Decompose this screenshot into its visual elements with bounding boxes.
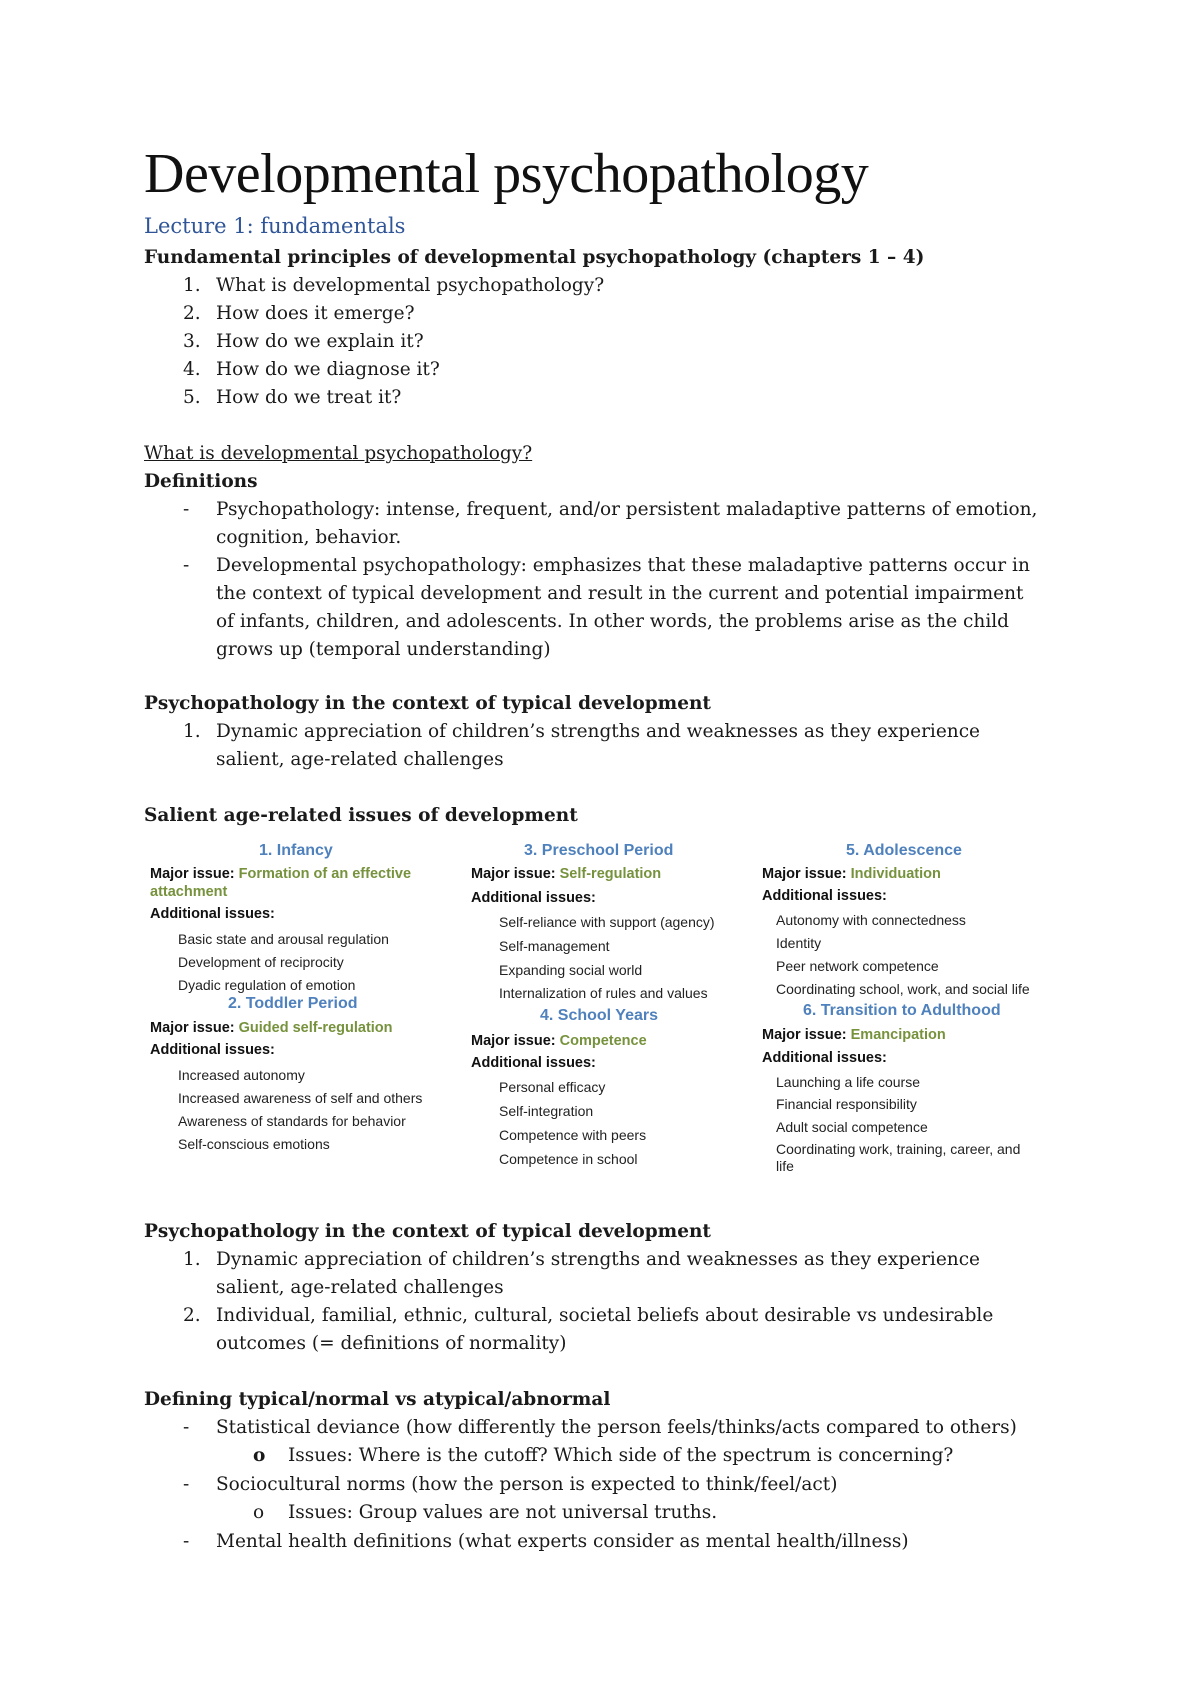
period-heading: 2. Toddler Period (228, 995, 358, 1012)
list-text: Individual, familial, ethnic, cultural, societal beliefs about desirable vs undesirable (216, 1305, 994, 1326)
issue-item: Launching a life course (776, 1074, 920, 1090)
major-issue: Major issue: Self-regulation (471, 866, 662, 882)
issue-item: Coordinating school, work, and social life (776, 981, 1030, 997)
period-heading: 6. Transition to Adulthood (803, 1002, 1001, 1019)
issue-item: Basic state and arousal regulation (178, 931, 389, 947)
list-text: salient, age-related challenges (216, 749, 504, 770)
additional-issues-label: Additional issues: (471, 1055, 596, 1071)
list-text: How do we explain it? (216, 331, 424, 352)
sub-list-text: Issues: Group values are not universal truths. (288, 1502, 718, 1523)
definition-line: cognition, behavior. (216, 527, 402, 548)
issue-item: Identity (776, 935, 822, 951)
dash-marker: - (183, 1417, 190, 1438)
list-number: 1. (183, 721, 201, 742)
circle-bullet: o (253, 1445, 266, 1466)
section-heading-what-is: What is developmental psychopathology? (144, 443, 533, 464)
salient-heading: Salient age-related issues of development (144, 805, 578, 826)
list-text: outcomes (= definitions of normality) (216, 1333, 567, 1354)
issue-item: Awareness of standards for behavior (178, 1113, 406, 1129)
definition-line: Psychopathology: intense, frequent, and/or persistent maladaptive patterns of emotion, (216, 499, 1038, 520)
list-text: How do we treat it? (216, 387, 402, 408)
major-issue: Major issue: Formation of an effective (150, 866, 412, 882)
list-number: 1. (183, 275, 201, 296)
list-text: Sociocultural norms (how the person is expected to think/feel/act) (216, 1474, 838, 1495)
issue-item: Financial responsibility (776, 1096, 917, 1112)
definition-line: of infants, children, and adolescents. In other words, the problems arise as the child (216, 611, 1009, 632)
issue-item: Internalization of rules and values (499, 985, 708, 1001)
list-text: Dynamic appreciation of children’s strengths and weaknesses as they experience (216, 721, 981, 742)
definition-line: grows up (temporal understanding) (216, 639, 551, 660)
issue-item: Competence in school (499, 1151, 638, 1167)
sub-list-text: Issues: Where is the cutoff? Which side of the spectrum is concerning? (288, 1445, 954, 1466)
issue-item: Peer network competence (776, 958, 939, 974)
dash-marker: - (183, 499, 190, 520)
dash-marker: - (183, 555, 190, 576)
issue-item: Self-integration (499, 1103, 594, 1119)
dash-marker: - (183, 1531, 190, 1552)
context-heading: Psychopathology in the context of typical development (144, 693, 711, 714)
issue-item: Self-conscious emotions (178, 1136, 330, 1152)
issue-item: Dyadic regulation of emotion (178, 977, 356, 993)
period-heading: 3. Preschool Period (524, 842, 674, 859)
document-title: Developmental psychopathology (144, 143, 869, 205)
additional-issues-label: Additional issues: (471, 890, 596, 906)
period-heading: 5. Adolescence (846, 842, 962, 859)
list-text: What is developmental psychopathology? (216, 275, 605, 296)
issue-item: Coordinating work, training, career, and (776, 1141, 1021, 1157)
list-number: 5. (183, 387, 201, 408)
list-number: 4. (183, 359, 201, 380)
issue-item: Increased autonomy (178, 1067, 305, 1083)
list-text: Statistical deviance (how differently the person feels/thinks/acts compared to others) (216, 1417, 1017, 1438)
major-issue: Major issue: Competence (471, 1033, 647, 1049)
additional-issues-label: Additional issues: (150, 906, 275, 922)
defining-heading: Defining typical/normal vs atypical/abnormal (144, 1389, 611, 1410)
issue-item: Competence with peers (499, 1127, 647, 1143)
list-number: 3. (183, 331, 201, 352)
additional-issues-label: Additional issues: (762, 888, 887, 904)
issue-item: life (776, 1158, 794, 1174)
additional-issues-label: Additional issues: (762, 1050, 887, 1066)
issue-item: Adult social competence (776, 1119, 928, 1135)
list-text: Dynamic appreciation of children’s strengths and weaknesses as they experience (216, 1249, 981, 1270)
principles-heading: Fundamental principles of developmental psychopathology (chapters 1 – 4) (144, 247, 925, 268)
dash-marker: - (183, 1474, 190, 1495)
definition-line: Developmental psychopathology: emphasizes that these maladaptive patterns occur in (216, 555, 1030, 576)
context-heading: Psychopathology in the context of typical development (144, 1221, 711, 1242)
issue-item: Increased awareness of self and others (178, 1090, 423, 1106)
list-text: Mental health definitions (what experts consider as mental health/illness) (216, 1531, 909, 1552)
major-issue: Major issue: Guided self-regulation (150, 1020, 393, 1036)
definition-line: the context of typical development and result in the current and potential impairment (216, 583, 1024, 604)
issue-item: Development of reciprocity (178, 954, 344, 970)
developmental-issues-figure (144, 838, 1068, 1178)
major-issue: Major issue: Individuation (762, 866, 941, 882)
list-number: 2. (183, 1305, 201, 1326)
major-issue-continued: attachment (150, 884, 228, 900)
circle-bullet: o (253, 1502, 265, 1523)
list-text: salient, age-related challenges (216, 1277, 504, 1298)
major-issue: Major issue: Emancipation (762, 1027, 946, 1043)
issue-item: Self-reliance with support (agency) (499, 914, 715, 930)
list-number: 1. (183, 1249, 201, 1270)
list-text: How do we diagnose it? (216, 359, 440, 380)
definitions-heading: Definitions (144, 471, 258, 492)
issue-item: Expanding social world (499, 962, 643, 978)
issue-item: Personal efficacy (499, 1079, 606, 1095)
period-heading: 1. Infancy (259, 842, 333, 859)
lecture-heading: Lecture 1: fundamentals (144, 214, 406, 238)
list-text: How does it emerge? (216, 303, 415, 324)
issue-item: Autonomy with connectedness (776, 912, 966, 928)
list-number: 2. (183, 303, 201, 324)
issue-item: Self-management (499, 938, 610, 954)
period-heading: 4. School Years (540, 1007, 658, 1024)
additional-issues-label: Additional issues: (150, 1042, 275, 1058)
